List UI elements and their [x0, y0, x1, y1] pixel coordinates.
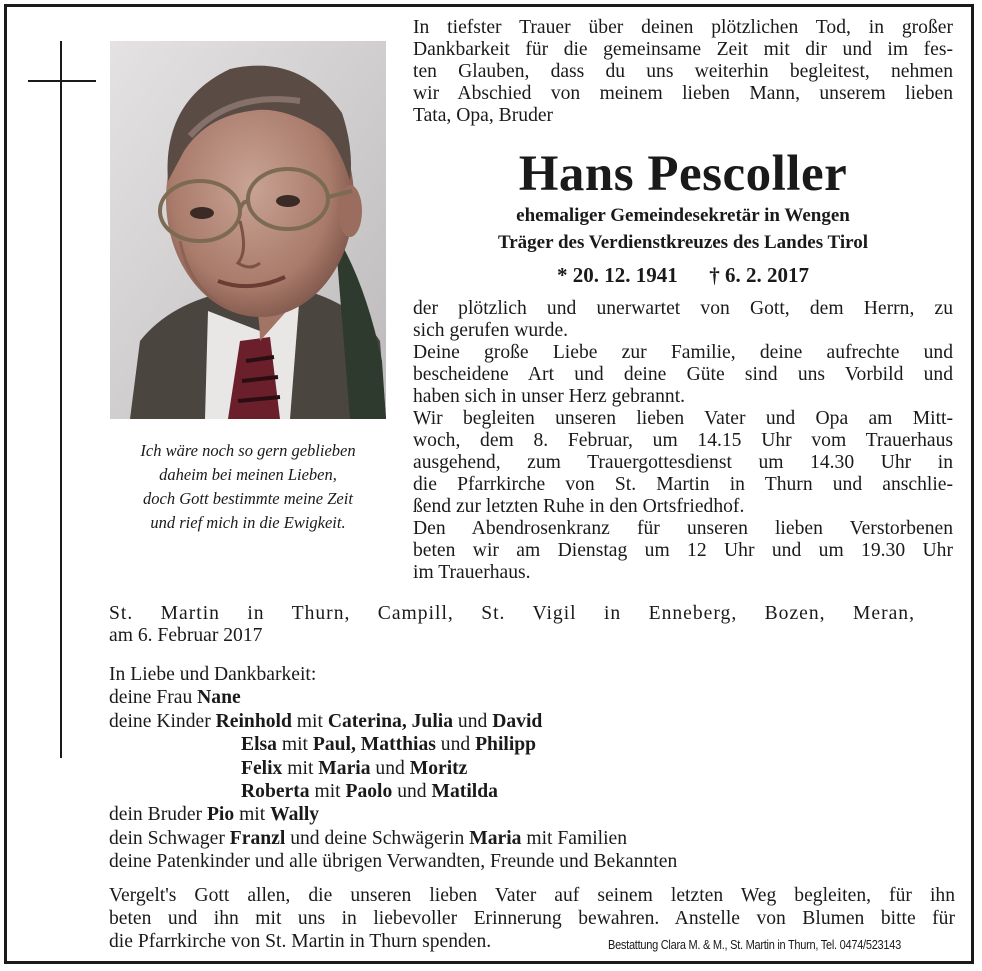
intro-paragraph — [413, 17, 953, 127]
cross-icon-bar — [28, 80, 96, 82]
birth-date: * 20. 12. 1941 — [557, 263, 678, 287]
intro-line: Tata, Opa, Bruder — [413, 105, 554, 126]
honor-line: Träger des Verdienstkreuzes des Landes Tirol — [497, 232, 868, 253]
mourner-row: deine Kinder Reinhold mit Caterina, Julia und David — [109, 710, 543, 732]
funeral-details — [413, 298, 953, 584]
detail-line: Wir begleiten unseren lieben Vater und Opa am Mitt- — [413, 408, 953, 429]
detail-line: beten wir am Dienstag um 12 Uhr und um 19.30 Uhr — [413, 540, 953, 561]
detail-line: bescheidene Art und deine Güte sind uns Vorbild und — [413, 364, 953, 385]
mourner-row: deine Patenkinder und alle übrigen Verwandten, Freunde und Bekannten — [109, 851, 678, 873]
date-line: am 6. Februar 2017 — [109, 625, 263, 646]
death-date: † 6. 2. 2017 — [709, 263, 809, 287]
intro-line: wir Abschied von meinem lieben Mann, unserem lieben — [413, 83, 953, 104]
closing-line: beten und ihn mit uns in liebevoller Erinnerung bewahren. Anstelle von Blumen bitte für — [109, 908, 955, 929]
detail-line: im Trauerhaus. — [413, 562, 531, 583]
mourners-heading: In Liebe und Dankbarkeit: — [109, 664, 317, 685]
places-line: St. Martin in Thurn, Campill, St. Vigil in Enneberg, Bozen, Meran, — [109, 603, 915, 624]
deceased-name: Hans Pescoller — [518, 146, 848, 202]
mourner-row: dein Schwager Franzl und deine Schwägerin Maria mit Familien — [109, 827, 628, 849]
detail-line: der plötzlich und unerwartet von Gott, dem Herrn, zu — [413, 298, 953, 319]
mourners-list — [109, 663, 677, 874]
funeral-home-credit: Bestattung Clara M. & M., St. Martin in Thurn, Tel. 0474/523143 — [608, 938, 901, 952]
honor-line: ehemaliger Gemeindesekretär in Wengen — [516, 205, 850, 226]
mourner-row: Felix mit Maria und Moritz — [241, 757, 468, 779]
intro-line: Dankbarkeit für die gemeinsame Zeit mit dir und im fes- — [413, 39, 953, 60]
detail-line: haben sich in unser Herz gebrannt. — [413, 386, 686, 407]
closing-line: Vergelt's Gott allen, die unseren lieben Vater auf seinem letzten Weg begleiten, für ihn — [109, 885, 955, 906]
detail-line: die Pfarrkirche von St. Martin in Thurn und anschlie- — [413, 474, 953, 495]
cross-icon — [60, 41, 62, 758]
detail-line: sich gerufen wurde. — [413, 320, 569, 341]
verse-line: und rief mich in die Ewigkeit. — [150, 513, 346, 532]
intro-line: ten Glauben, dass du uns weiterhin begleitest, nehmen — [413, 61, 953, 82]
verse-line: doch Gott bestimmte meine Zeit — [143, 489, 353, 508]
verse-line: Ich wäre noch so gern geblieben — [140, 441, 356, 460]
portrait-photo — [110, 41, 386, 419]
place-and-date — [109, 603, 915, 647]
detail-line: Den Abendrosenkranz für unseren lieben Verstorbenen — [413, 518, 953, 539]
mourner-row: Elsa mit Paul, Matthias und Philipp — [241, 734, 537, 756]
detail-line: ßend zur letzten Ruhe in den Ortsfriedhof. — [413, 496, 745, 517]
intro-line: In tiefster Trauer über deinen plötzlichen Tod, in großer — [413, 17, 953, 38]
verse-line: daheim bei meinen Lieben, — [159, 465, 337, 484]
mourner-row: dein Bruder Pio mit Wally — [109, 804, 320, 826]
life-dates — [413, 261, 953, 289]
honors — [413, 202, 953, 256]
mourner-row: deine Frau Nane — [109, 687, 241, 709]
mourner-row: Roberta mit Paolo und Matilda — [241, 781, 498, 803]
detail-line: woch, dem 8. Februar, um 14.15 Uhr vom Trauerhaus — [413, 430, 953, 451]
closing-line: die Pfarrkirche von St. Martin in Thurn spenden. — [109, 931, 492, 952]
memorial-verse — [110, 439, 386, 535]
detail-line: Deine große Liebe zur Familie, deine aufrechte und — [413, 342, 953, 363]
detail-line: ausgehend, zum Trauergottesdienst um 14.30 Uhr in — [413, 452, 953, 473]
